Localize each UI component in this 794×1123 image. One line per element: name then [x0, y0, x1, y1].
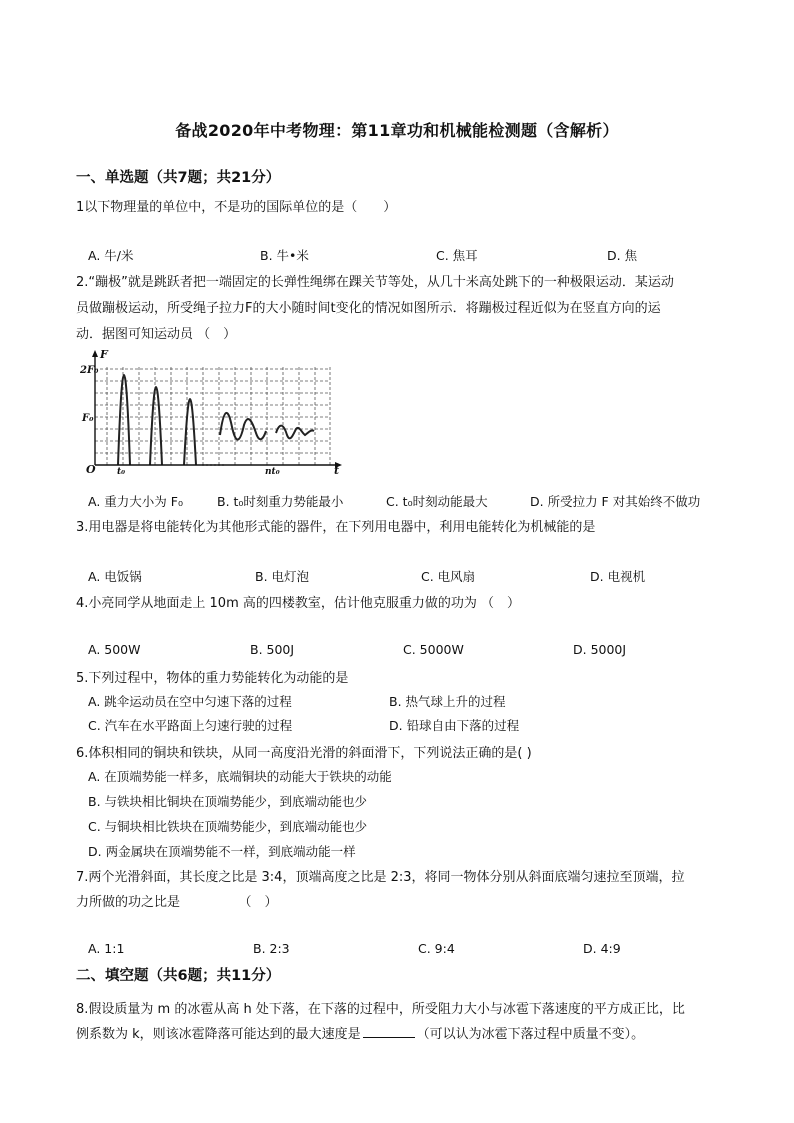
y-axis-arrow — [92, 350, 98, 357]
y-tick-label-2f0: 2F₀ — [80, 365, 99, 376]
question-5-option-c: C. 汽车在水平路面上匀速行驶的过程 — [88, 718, 293, 733]
rope-force-time-graph — [80, 347, 350, 483]
question-6-option-a: A. 在顶端势能一样多，底端铜块的动能大于铁块的动能 — [88, 769, 392, 784]
question-7-stem-line-2: 力所做的功之比是 （ ） — [76, 895, 278, 910]
y-tick-label-f0: F₀ — [82, 413, 94, 424]
question-1-stem: 1以下物理量的单位中，不是功的国际单位的是（ ） — [76, 200, 397, 215]
x-tick-label-t0: t₀ — [117, 467, 126, 477]
question-4-stem: 4.小亮同学从地面走上 10m 高的四楼教室，估计他克服重力做的功为 （ ） — [76, 596, 521, 611]
x-tick-label-nt0: nt₀ — [265, 467, 280, 477]
question-8-stem-text-b: （可以认为冰雹下落过程中质量不变）。 — [416, 1027, 645, 1042]
question-3-option-d: D. 电视机 — [590, 569, 646, 584]
question-5-stem: 5.下列过程中，物体的重力势能转化为动能的是 — [76, 671, 349, 686]
question-7-option-a: A. 1:1 — [88, 941, 125, 956]
question-4-option-c: C. 5000W — [403, 642, 464, 657]
question-7-option-c: C. 9:4 — [418, 941, 455, 956]
question-6-option-d: D. 两金属块在顶端势能不一样，到底端动能一样 — [88, 844, 356, 859]
question-1-option-c: C. 焦耳 — [436, 248, 478, 263]
question-2-option-a: A. 重力大小为 F₀ — [88, 494, 183, 509]
question-8-stem-line-2 — [76, 1023, 644, 1042]
question-3-option-c: C. 电风扇 — [421, 569, 476, 584]
question-8-stem-text-a: 例系数为 k，则该冰雹降落可能达到的最大速度是 — [76, 1027, 361, 1042]
page-title: 备战2020年中考物理：第11章功和机械能检测题（含解析） — [175, 121, 619, 140]
question-1-option-b: B. 牛•米 — [260, 248, 309, 263]
question-3-stem: 3.用电器是将电能转化为其他形式能的器件，在下列用电器中，利用电能转化为机械能的是 — [76, 520, 596, 535]
question-2-stem-line-1: 2.“蹦极”就是跳跃者把一端固定的长弹性绳绑在踝关节等处，从几十米高处跳下的一种极限运动．某运动 — [76, 275, 674, 290]
origin-label: O — [86, 463, 96, 476]
question-4-option-d: D. 5000J — [573, 642, 627, 657]
question-7-option-b: B. 2:3 — [253, 941, 290, 956]
question-6-option-b: B. 与铁块相比铜块在顶端势能少，到底端动能也少 — [88, 794, 368, 809]
question-4-option-b: B. 500J — [250, 642, 295, 657]
question-8-stem-line-1: 8.假设质量为 m 的冰雹从高 h 处下落，在下落的过程中，所受阻力大小与冰雹下落速度的平方成正比，比 — [76, 1002, 685, 1017]
question-2-option-c: C. t₀时刻动能最大 — [386, 494, 488, 509]
answer-blank[interactable] — [363, 1025, 415, 1038]
question-1-option-d: D. 焦 — [607, 248, 638, 263]
question-4-option-a: A. 500W — [88, 642, 141, 657]
question-2-stem-line-3: 动．据图可知运动员 （ ） — [76, 327, 237, 342]
question-2-stem-line-2: 员做蹦极运动，所受绳子拉力F的大小随时间t变化的情况如图所示．将蹦极过程近似为在竖直方向的运 — [76, 301, 661, 316]
question-2-option-b: B. t₀时刻重力势能最小 — [217, 494, 344, 509]
section-heading-fill-in: 二、填空题（共6题；共11分） — [76, 968, 281, 984]
question-5-option-d: D. 铅球自由下落的过程 — [389, 718, 520, 733]
section-heading-single-choice: 一、单选题（共7题；共21分） — [76, 170, 281, 186]
question-3-option-a: A. 电饭锅 — [88, 569, 142, 584]
question-7-stem-line-1: 7.两个光滑斜面，其长度之比是 3:4，顶端高度之比是 2:3，将同一物体分别从斜面底端匀速拉至顶端，拉 — [76, 870, 685, 885]
question-5-option-b: B. 热气球上升的过程 — [389, 694, 506, 709]
x-axis-label: t — [334, 464, 340, 477]
force-curve — [118, 375, 314, 465]
question-2-option-d: D. 所受拉力 F 对其始终不做功 — [530, 494, 701, 509]
question-7-option-d: D. 4:9 — [583, 941, 621, 956]
question-6-option-c: C. 与铜块相比铁块在顶端势能少，到底端动能也少 — [88, 819, 368, 834]
y-axis-label: F — [100, 348, 108, 361]
question-6-stem: 6.体积相同的铜块和铁块，从同一高度沿光滑的斜面滑下，下列说法正确的是( ) — [76, 746, 532, 761]
question-5-option-a: A. 跳伞运动员在空中匀速下落的过程 — [88, 694, 292, 709]
question-1-option-a: A. 牛/米 — [88, 248, 134, 263]
question-3-option-b: B. 电灯泡 — [255, 569, 310, 584]
